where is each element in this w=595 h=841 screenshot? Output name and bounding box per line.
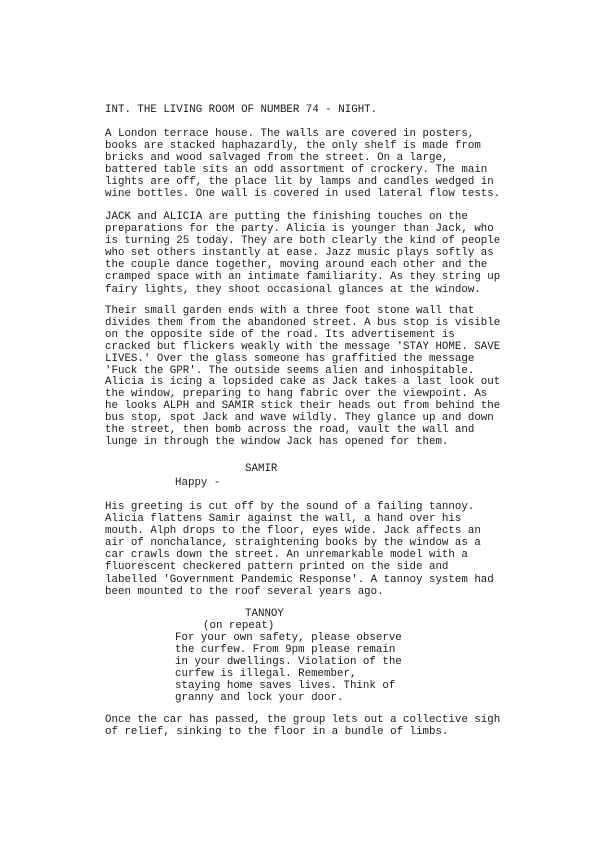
character-cue: TANNOY bbox=[245, 608, 284, 620]
action-paragraph: His greeting is cut off by the sound of a failing tannoy. Alicia flattens Samir against the wall, a hand over his mouth. Alph drops to the floor, eyes wide. Jack affects an air of nonchalance, straightening books by the window as a car crawls down the street. An unremarkable model with a fluorescent checkered pattern printed on the side and labelled 'Government Pandemic Response'. A tannoy system had been mounted to the roof several years ago. bbox=[105, 501, 494, 598]
action-paragraph: Their small garden ends with a three foot stone wall that divides them from the abandoned street. A bus stop is visible on the opposite side of the road. Its advertisement is cracked but flickers weakly with the message 'STAY HOME. SAVE LIVES.' Over the glass someone has graffitied the message 'Fuck the GPR'. The outside seems alien and inhospitable. bbox=[105, 305, 501, 378]
parenthetical: (on repeat) bbox=[203, 620, 275, 632]
character-cue: SAMIR bbox=[245, 463, 278, 475]
dialogue: For your own safety, please observe the curfew. From 9pm please remain in your dwellings. Violation of the curfew is illegal. Remember, staying home saves lives. Think of granny and lock your door. bbox=[175, 632, 402, 705]
action-paragraph: Alicia is icing a lopsided cake as Jack takes a last look out the window, preparing to hang fabric over the viewpoint. As he looks ALPH and SAMIR stick their heads out from behind the bus stop, spot Jack and wave wildly. They glance up and down the street, then bomb across the road, vault the wall and lunge in through the window Jack has opened for them. bbox=[105, 376, 501, 449]
dialogue: Happy - bbox=[175, 477, 221, 489]
scene-heading: INT. THE LIVING ROOM OF NUMBER 74 - NIGHT. bbox=[105, 104, 378, 116]
action-paragraph: Once the car has passed, the group lets out a collective sigh of relief, sinking to the floor in a bundle of limbs. bbox=[105, 714, 501, 739]
action-paragraph: A London terrace house. The walls are covered in posters, books are stacked haphazardly, the only shelf is made from bricks and wood salvaged from the street. On a large, battered table sits an odd assortment of crockery. The main lights are off, the place lit by lamps and candles wedged in wine bottles. One wall is covered in used lateral flow tests. bbox=[105, 128, 501, 201]
action-paragraph: JACK and ALICIA are putting the finishing touches on the preparations for the party. Alicia is younger than Jack, who is turning 25 today. They are both clearly the kind of people who set others instantly at ease. Jazz music plays softly as the couple dance together, moving around each other and the cramped space with an intimate familiarity. As they string up fairy lights, they shoot occasional glances at the window. bbox=[105, 211, 501, 296]
